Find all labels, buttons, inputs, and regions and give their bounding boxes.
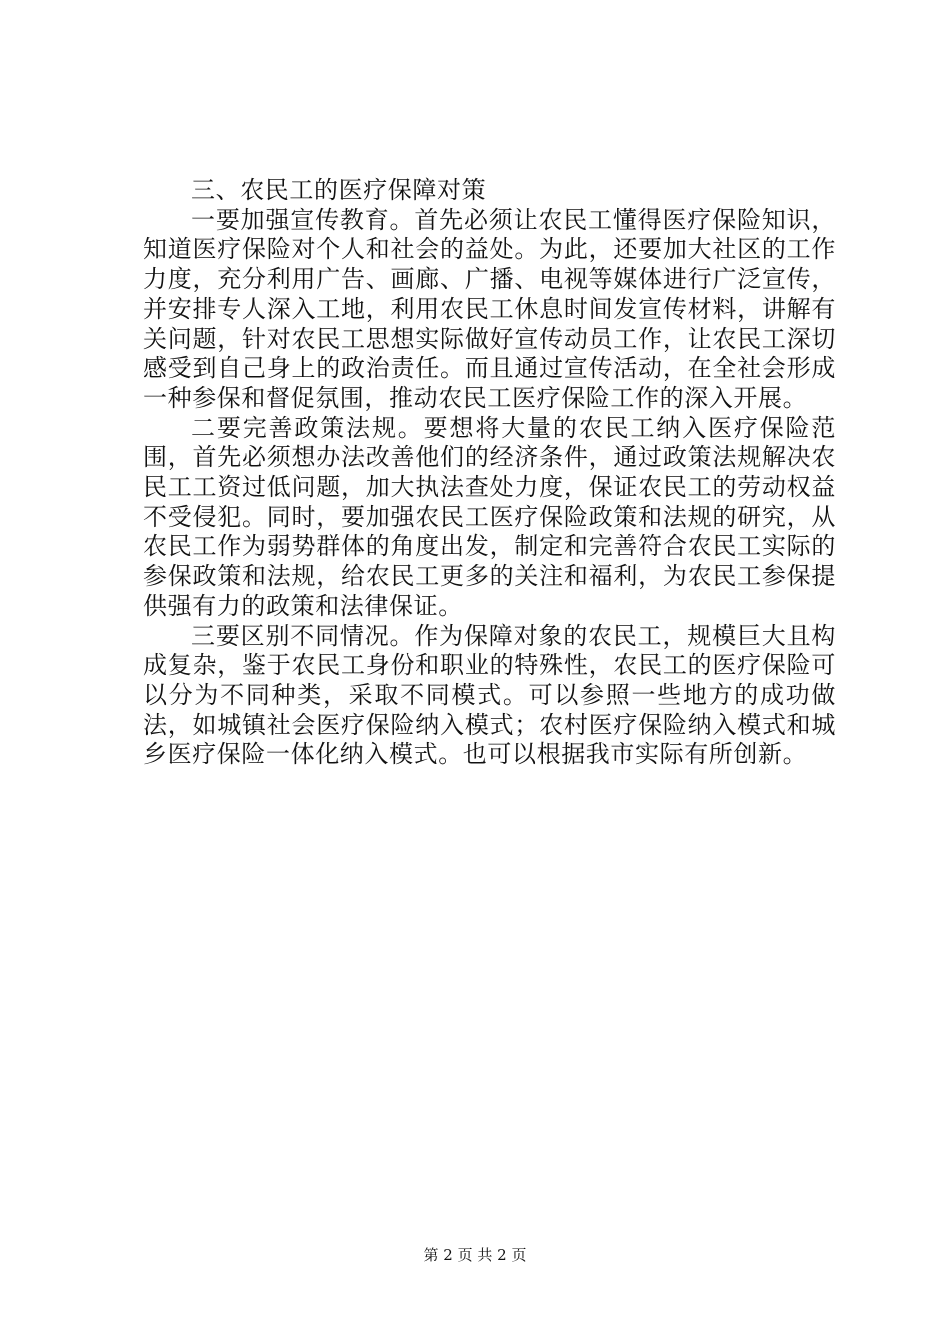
section-heading: 三、农民工的医疗保障对策 bbox=[191, 176, 487, 204]
paragraph-differentiation: 三要区别不同情况。作为保障对象的农民工，规模巨大且构成复杂，鉴于农民工身份和职业的特殊性，农民工的医疗保险可以分为不同种类，采取不同模式。可以参照一些地方的成功做法，如城镇社会医疗保险纳入模式；农村医疗保险纳入模式和城乡医疗保险一体化纳入模式。也可以根据我市实际有所创新。 bbox=[143, 621, 836, 769]
document-body bbox=[143, 176, 836, 770]
page-footer: 第 2 页 共 2 页 bbox=[423, 1246, 527, 1264]
paragraph-policy: 二要完善政策法规。要想将大量的农民工纳入医疗保险范围，首先必须想办法改善他们的经济条件，通过政策法规解决农民工工资过低问题，加大执法查处力度，保证农民工的劳动权益不受侵犯。同时，要加强农民工医疗保险政策和法规的研究，从农民工作为弱势群体的角度出发，制定和完善符合农民工实际的参保政策和法规，给农民工更多的关注和福利，为农民工参保提供强有力的政策和法律保证。 bbox=[143, 413, 836, 620]
paragraph-publicity: 一要加强宣传教育。首先必须让农民工懂得医疗保险知识，知道医疗保险对个人和社会的益处。为此，还要加大社区的工作力度，充分利用广告、画廊、广播、电视等媒体进行广泛宣传，并安排专人深入工地，利用农民工休息时间发宣传材料，讲解有关问题，针对农民工思想实际做好宣传动员工作，让农民工深切感受到自己身上的政治责任。而且通过宣传活动，在全社会形成一种参保和督促氛围，推动农民工医疗保险工作的深入开展。 bbox=[143, 205, 836, 412]
